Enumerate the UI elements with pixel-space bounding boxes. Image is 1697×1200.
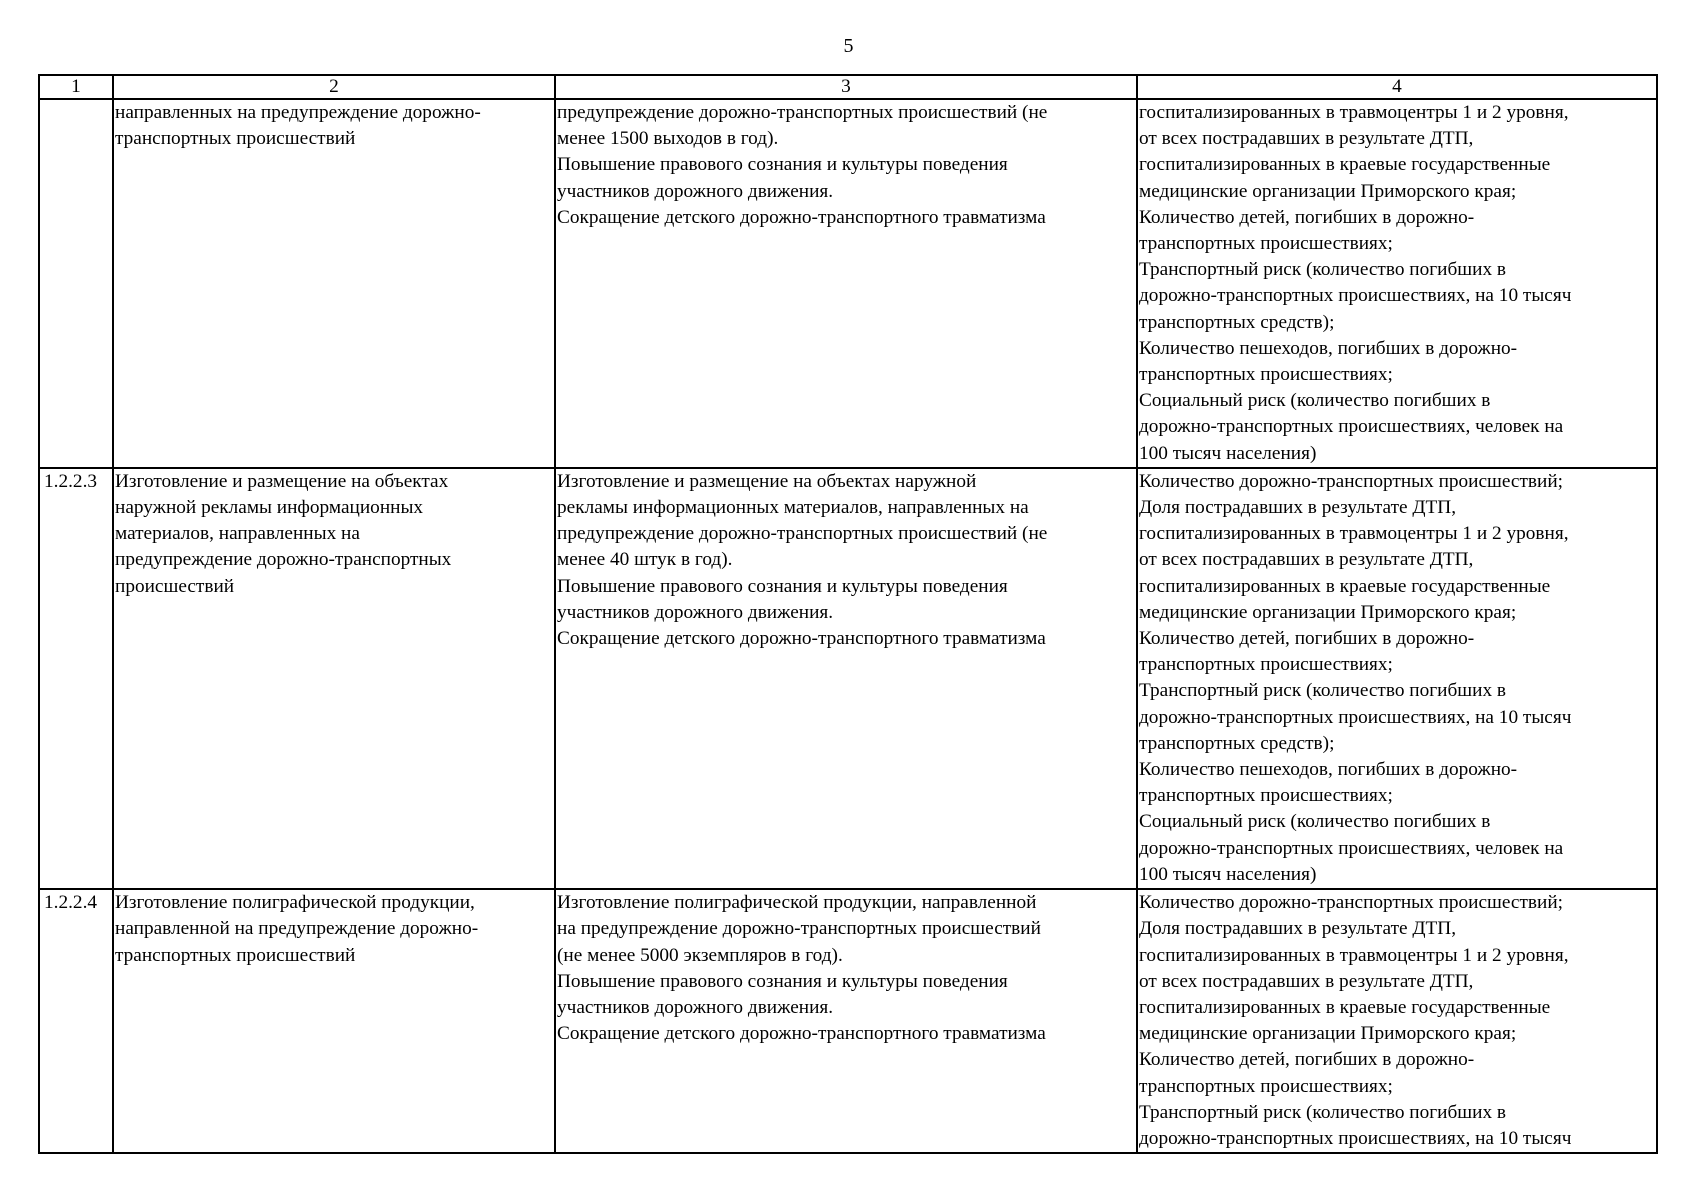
measure-name-cell [113, 99, 555, 468]
cell-text-line: транспортных происшествиях; [1139, 785, 1393, 807]
cell-text-line: Изготовление и размещение на объектах наружной [557, 470, 977, 492]
cell-text-line: транспортных средств); [1139, 311, 1335, 333]
measure-result-cell [555, 99, 1137, 468]
cell-text-line: происшествий [115, 575, 235, 597]
cell-text-line: Доля пострадавших в результате ДТП, [1139, 497, 1457, 519]
row-number-cell [39, 99, 113, 468]
cell-text-line: госпитализированных в краевые государственные [1139, 154, 1551, 176]
measures-table [38, 74, 1658, 1154]
cell-text-line: Количество детей, погибших в дорожно- [1139, 628, 1475, 650]
cell-text-line: направленной на предупреждение дорожно- [115, 918, 479, 940]
cell-text-line: от всех пострадавших в результате ДТП, [1139, 970, 1474, 992]
cell-text-line: дорожно-транспортных происшествиях, на 10 тысяч [1139, 285, 1572, 307]
cell-text-line: менее 1500 выходов в год). [557, 128, 779, 150]
cell-text-line: Изготовление полиграфической продукции, [115, 892, 475, 914]
cell-text-line: транспортных средств); [1139, 732, 1335, 754]
cell-text-line: Количество дорожно-транспортных происшествий; [1139, 892, 1564, 914]
cell-text-line: предупреждение дорожно-транспортных происшествий (не [557, 102, 1048, 123]
measure-name-cell [113, 889, 555, 1153]
cell-text-line: дорожно-транспортных происшествиях, на 10 тысяч [1139, 706, 1572, 728]
measure-result-cell [555, 468, 1137, 889]
cell-text-line: предупреждение дорожно-транспортных [115, 549, 452, 571]
measure-name-cell [113, 468, 555, 889]
page-number: 5 [843, 35, 854, 57]
cell-text-line: транспортных происшествиях; [1139, 1075, 1393, 1097]
cell-text-line: Повышение правового сознания и культуры поведения [557, 575, 1008, 597]
cell-text-line: на предупреждение дорожно-транспортных происшествий [557, 918, 1041, 940]
cell-text-line: дорожно-транспортных происшествиях, человек на [1139, 416, 1564, 438]
cell-text-line: Количество пешеходов, погибших в дорожно- [1139, 337, 1518, 359]
table-row [39, 468, 1657, 889]
table-header-row [39, 75, 1657, 99]
cell-text-line: направленных на предупреждение дорожно- [115, 102, 481, 123]
cell-text-line: медицинские организации Приморского края; [1139, 601, 1517, 623]
cell-text-line: Социальный риск (количество погибших в [1139, 811, 1491, 833]
cell-text-line: транспортных происшествиях; [1139, 654, 1393, 676]
row-number-cell: 1.2.2.3 [39, 468, 113, 889]
row-number-cell: 1.2.2.4 [39, 889, 113, 1153]
cell-text-line: транспортных происшествий [115, 128, 356, 150]
cell-text-line: Изготовление полиграфической продукции, направленной [557, 892, 1037, 914]
cell-text-line: менее 40 штук в год). [557, 549, 733, 571]
table-row [39, 889, 1657, 1153]
cell-text-line: 100 тысяч населения) [1139, 863, 1317, 885]
cell-text-line: госпитализированных в травмоцентры 1 и 2 уровня, [1139, 944, 1569, 966]
cell-text-line: участников дорожного движения. [557, 601, 834, 623]
cell-text-line: от всех пострадавших в результате ДТП, [1139, 128, 1474, 150]
cell-text-line: госпитализированных в краевые государственные [1139, 996, 1551, 1018]
cell-text-line: госпитализированных в краевые государственные [1139, 575, 1551, 597]
cell-text-line: медицинские организации Приморского края; [1139, 180, 1517, 202]
cell-text-line: Социальный риск (количество погибших в [1139, 390, 1491, 412]
indicator-cell [1137, 99, 1657, 468]
cell-text-line: транспортных происшествий [115, 944, 356, 966]
table-row [39, 99, 1657, 468]
indicator-cell [1137, 889, 1657, 1153]
cell-text-line: Количество дорожно-транспортных происшествий; [1139, 470, 1564, 492]
cell-text-line: медицинские организации Приморского края; [1139, 1023, 1517, 1045]
cell-text-line: Сокращение детского дорожно-транспортного травматизма [557, 1023, 1046, 1045]
cell-text-line: транспортных происшествиях; [1139, 233, 1393, 255]
cell-text-line: Количество пешеходов, погибших в дорожно- [1139, 759, 1518, 781]
cell-text-line: Изготовление и размещение на объектах [115, 470, 449, 492]
cell-text-line: Повышение правового сознания и культуры поведения [557, 970, 1008, 992]
cell-text-line: участников дорожного движения. [557, 996, 834, 1018]
cell-text-line: госпитализированных в травмоцентры 1 и 2 уровня, [1139, 102, 1569, 123]
cell-text-line: материалов, направленных на [115, 523, 360, 545]
cell-text-line: Количество детей, погибших в дорожно- [1139, 1049, 1475, 1071]
cell-text-line: Количество детей, погибших в дорожно- [1139, 206, 1475, 228]
cell-text-line: дорожно-транспортных происшествиях, человек на [1139, 837, 1564, 859]
cell-text-line: Транспортный риск (количество погибших в [1139, 1101, 1507, 1123]
header-col-4: 4 [1137, 75, 1657, 99]
cell-text-line: (не менее 5000 экземпляров в год). [557, 944, 843, 966]
cell-text-line: рекламы информационных материалов, направленных на [557, 497, 1029, 519]
cell-text-line: предупреждение дорожно-транспортных происшествий (не [557, 523, 1048, 545]
cell-text-line: Транспортный риск (количество погибших в [1139, 259, 1507, 281]
cell-text-line: от всех пострадавших в результате ДТП, [1139, 549, 1474, 571]
cell-text-line: транспортных происшествиях; [1139, 364, 1393, 386]
cell-text-line: Транспортный риск (количество погибших в [1139, 680, 1507, 702]
header-col-3: 3 [555, 75, 1137, 99]
cell-text-line: Повышение правового сознания и культуры поведения [557, 154, 1008, 176]
cell-text-line: Сокращение детского дорожно-транспортного травматизма [557, 628, 1046, 650]
cell-text-line: участников дорожного движения. [557, 180, 834, 202]
cell-text-line: наружной рекламы информационных [115, 497, 424, 519]
cell-text-line: Сокращение детского дорожно-транспортного травматизма [557, 206, 1046, 228]
table-body [39, 99, 1657, 1153]
indicator-cell [1137, 468, 1657, 889]
cell-text-line: Доля пострадавших в результате ДТП, [1139, 918, 1457, 940]
cell-text-line: 100 тысяч населения) [1139, 442, 1317, 464]
cell-text-line: дорожно-транспортных происшествиях, на 10 тысяч [1139, 1127, 1572, 1149]
header-col-2: 2 [113, 75, 555, 99]
cell-text-line: госпитализированных в травмоцентры 1 и 2 уровня, [1139, 523, 1569, 545]
header-col-1: 1 [39, 75, 113, 99]
measure-result-cell [555, 889, 1137, 1153]
